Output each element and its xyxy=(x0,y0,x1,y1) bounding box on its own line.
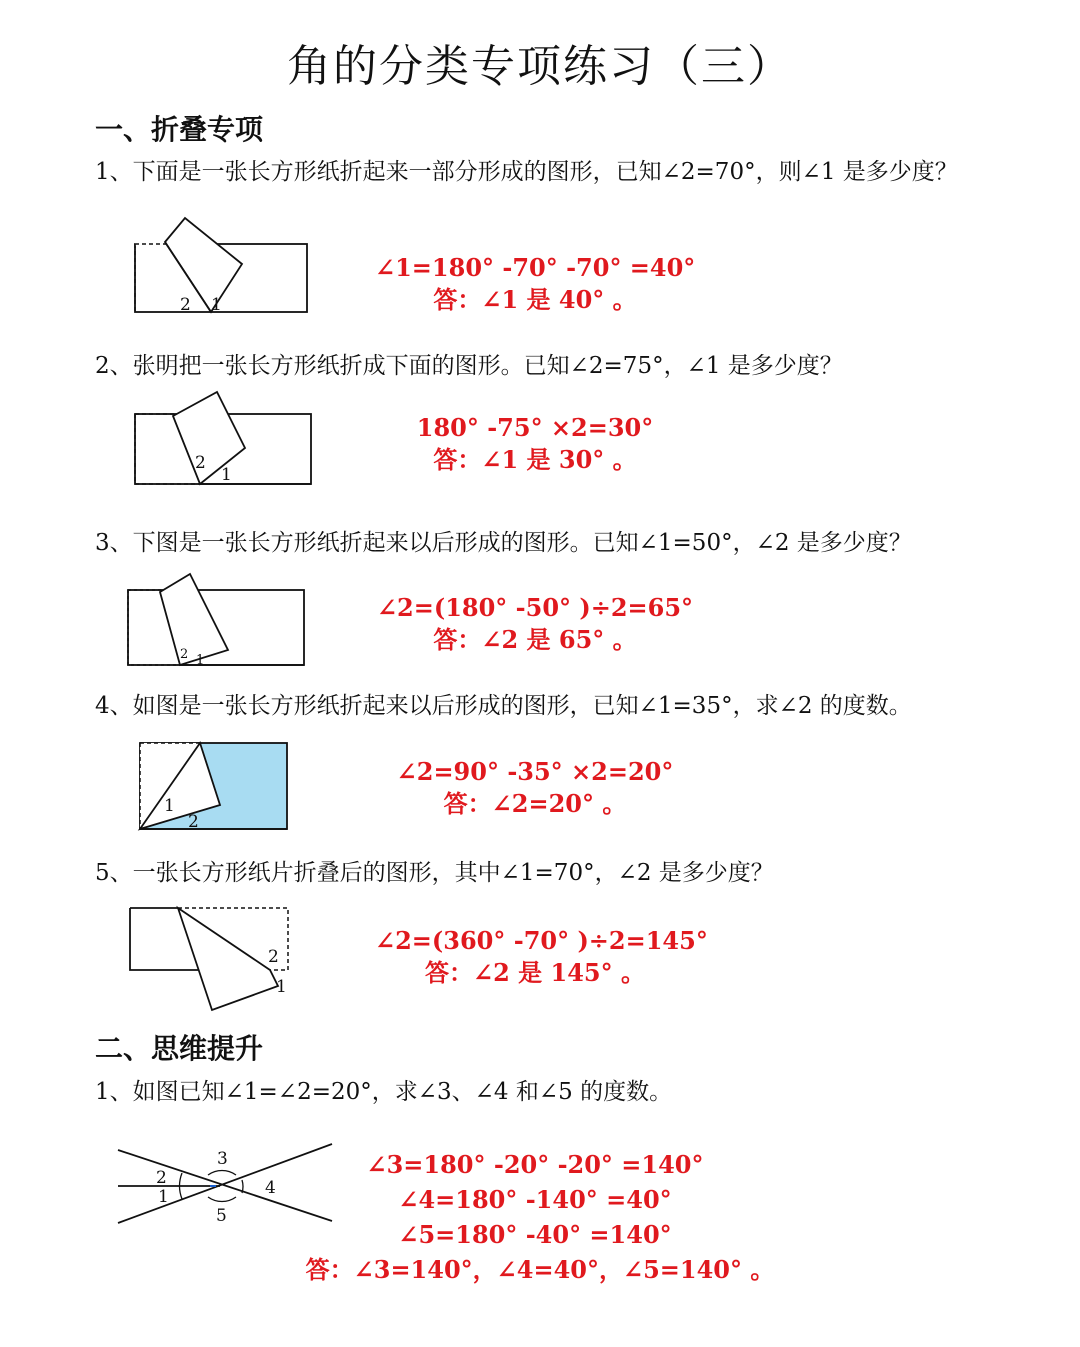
angle-label-2: 2 xyxy=(188,812,199,832)
angle-label-2: 2 xyxy=(156,1168,167,1188)
answer-s2-angle5: ∠5=180° -40° =140° xyxy=(398,1220,672,1249)
section-heading-folding: 一、折叠专项 xyxy=(95,113,264,146)
question-2-text: 2、张明把一张长方形纸折成下面的图形。已知∠2=75°，∠1 是多少度？ xyxy=(95,353,843,379)
question-s2-1-text: 1、如图已知∠1=∠2=20°，求∠3、∠4 和∠5 的度数。 xyxy=(95,1079,673,1105)
answer-q4-calc: ∠2=90° -35° ×2=20° xyxy=(396,757,674,786)
answer-q3-final: 答：∠2 是 65° 。 xyxy=(433,625,637,654)
angle-label-1: 1 xyxy=(276,977,287,997)
angle-label-1: 1 xyxy=(158,1187,169,1207)
answer-q5-calc: ∠2=(360° -70° )÷2=145° xyxy=(375,926,708,955)
answer-q1 xyxy=(375,252,695,316)
angle-label-4: 4 xyxy=(265,1178,276,1198)
angle-label-1: 1 xyxy=(221,465,232,485)
answer-q2-calc: 180° -75° ×2=30° xyxy=(416,413,654,442)
angle-label-1: 1 xyxy=(196,653,205,668)
answer-q1-calc: ∠1=180° -70° -70° =40° xyxy=(375,253,696,282)
answer-q5-final: 答：∠2 是 145° 。 xyxy=(425,958,645,987)
angle-label-2: 2 xyxy=(268,947,279,967)
angle-label-2: 2 xyxy=(180,647,189,662)
question-4-text: 4、如图是一张长方形纸折起来以后形成的图形，已知∠1=35°，求∠2 的度数。 xyxy=(95,693,912,719)
angle-label-3: 3 xyxy=(217,1149,228,1169)
angle-label-1: 1 xyxy=(211,295,222,315)
figure-q1 xyxy=(125,212,320,320)
answer-q3 xyxy=(375,592,695,656)
angle-label-5: 5 xyxy=(216,1206,227,1226)
answer-s2-q1 xyxy=(360,1147,710,1252)
question-1-text: 1、下面是一张长方形纸折起来一部分形成的图形，已知∠2=70°，则∠1 是多少度？ xyxy=(95,159,958,185)
figure-q4 xyxy=(130,735,300,835)
answer-s2-angle3: ∠3=180° -20° -20° =140° xyxy=(366,1150,704,1179)
angle-label-2: 2 xyxy=(180,295,191,315)
answer-q3-calc: ∠2=(180° -50° )÷2=65° xyxy=(376,593,694,622)
answer-q1-final: 答：∠1 是 40° 。 xyxy=(433,285,637,314)
answer-s2-final: 答：∠3=140°，∠4=40°，∠5=140° 。 xyxy=(305,1255,775,1284)
answer-q2 xyxy=(375,412,695,476)
answer-q4-final: 答：∠2=20° 。 xyxy=(443,789,627,818)
figure-s2-q1 xyxy=(110,1135,345,1230)
page-title: 角的分类专项练习（三） xyxy=(287,41,793,92)
question-3-text: 3、下图是一张长方形纸折起来以后形成的图形。已知∠1=50°，∠2 是多少度？ xyxy=(95,530,912,556)
figure-q3 xyxy=(118,570,313,672)
question-5-text: 5、一张长方形纸片折叠后的图形，其中∠1=70°，∠2 是多少度？ xyxy=(95,860,774,886)
angle-label-1: 1 xyxy=(164,796,175,816)
answer-q2-final: 答：∠1 是 30° 。 xyxy=(433,445,637,474)
answer-q4 xyxy=(375,756,695,820)
section-heading-thinking: 二、思维提升 xyxy=(95,1032,264,1065)
answer-s2-angle4: ∠4=180° -140° =40° xyxy=(398,1185,672,1214)
figure-q5 xyxy=(120,900,300,1018)
answer-q5 xyxy=(375,925,708,989)
figure-q2 xyxy=(125,388,320,488)
angle-label-2: 2 xyxy=(195,453,206,473)
